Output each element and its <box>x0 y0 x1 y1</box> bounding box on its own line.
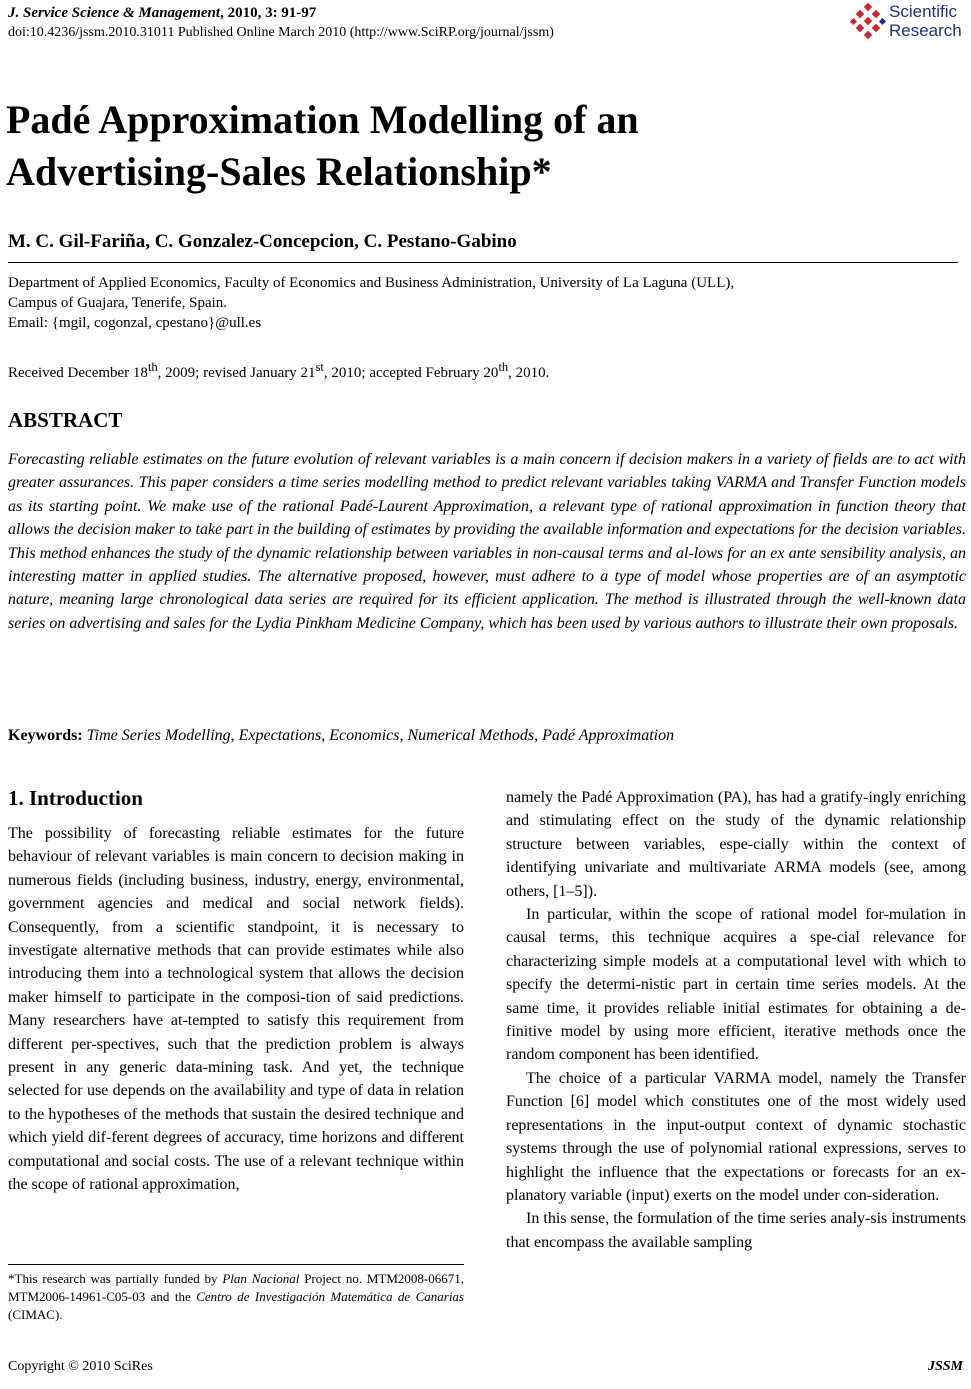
funding-footnote <box>8 1270 464 1324</box>
keywords-separator: : <box>77 727 87 744</box>
footnote-text-1: *This research was partially funded by <box>8 1271 223 1286</box>
right-column <box>506 786 966 1254</box>
paper-title <box>6 94 906 198</box>
intro-paragraph-3: In particular, within the scope of rational model for-mulation in causal terms, this technique acquires a spe-cial relevance for characterizing simple models at a computational level with which to specify the determi-nistic part in certain time series models. At the same time, it provides reliable initial estimates for obtaining a de-finitive model by using more efficient, iterative methods once the random component has been identified. <box>506 906 966 1064</box>
publisher-logo <box>847 2 965 44</box>
accepted-sup: th <box>498 360 509 374</box>
journal-citation <box>8 4 316 23</box>
affiliation-email: Email: {mgil, cogonzal, cpestano}@ull.es <box>8 315 262 331</box>
journal-abbrev: JSSM <box>927 1359 963 1374</box>
publisher-logo-icon <box>847 2 887 42</box>
intro-paragraph-1: The possibility of forecasting reliable estimates for the future behaviour of relevant variables is main concern to decision making in numerous fields (including business, industry, energy, environmental, government agencies and medical and social network fields). Consequently, from a scientific standpoint, it is necessary to investigate alternative methods that can provide estimates while also introducing them into a technological system that allows the decision maker himself to participate in the composi-tion of said predictions. Many researchers have at-tempted to satisfy this requirement from different per-spectives, such that the prediction problem is always present in any generic data-mining task. And yet, the technique selected for use depends on the availability and type of data in relation to the hypotheses of the methods that sustain the desired technique and which yield dif-ferent degrees of accuracy, time horizons and different computational and social costs. The use of a relevant technique within the scope of rational approximation, <box>8 825 464 1194</box>
keywords <box>8 725 966 747</box>
received-sup: th <box>147 360 158 374</box>
doi-line: doi:10.4236/jssm.2010.31011 Published Online March 2010 (http://www.SciRP.org/journal/jssm) <box>8 25 554 40</box>
title-line-2: Advertising-Sales Relationship* <box>6 149 552 194</box>
accepted-text: , 2010; accepted February 20 <box>323 365 499 381</box>
left-column <box>8 822 464 1197</box>
footnote-text-2: Project no. MTM2008-06671, MTM2006-14961-C05-03 and the <box>8 1271 465 1304</box>
logo-line-2: Research <box>889 21 962 40</box>
footnote-divider <box>8 1264 464 1265</box>
affiliation <box>8 273 734 333</box>
journal-name: J. Service Science & Management <box>8 5 221 21</box>
keywords-list: Time Series Modelling, Expectations, Economics, Numerical Methods, Padé Approximation <box>86 727 675 744</box>
abstract-heading: ABSTRACT <box>8 408 123 432</box>
received-dates <box>8 356 549 384</box>
revised-text: , 2009; revised January 21 <box>157 365 316 381</box>
title-line-1: Padé Approximation Modelling of an <box>6 97 639 142</box>
section-heading-introduction: 1. Introduction <box>8 786 143 810</box>
footnote-cimac-name: Centro de Investigación Matemática de Canarias <box>196 1289 464 1304</box>
copyright: Copyright © 2010 SciRes <box>8 1359 153 1374</box>
authors: M. C. Gil-Fariña, C. Gonzalez-Concepcion, C. Pestano-Gabino <box>8 231 517 252</box>
received-text: Received December 18 <box>8 365 148 381</box>
abstract-text: Forecasting reliable estimates on the future evolution of relevant variables is a main concern if decision makers in a variety of fields are to act with greater assurances. This paper considers a time series modelling method to predict relevant variables taking VARMA and Transfer Function models as its starting point. We make use of the rational Padé-Laurent Approximation, a relevant type of rational approximation in function theory that allows the decision maker to take part in the building of estimates by providing the available information and expectations for the decision variables. This method enhances the study of the dynamic relationship between variables in non-causal terms and al-lows for an ex ante sensibility analysis, an interesting matter in applied studies. The alternative proposed, however, must adhere to a type of model whose properties are of an asymptotic nature, meaning large chronological data series are required for its efficient application. The method is illustrated through the well-known data series on advertising and sales for the Lydia Pinkham Medicine Company, which has been used by various authors to illustrate their own proposals. <box>8 451 966 632</box>
accepted-year: , 2010. <box>508 365 550 381</box>
publisher-logo-text <box>889 2 962 40</box>
logo-line-1: Scientific <box>889 2 958 21</box>
footnote-text-3: (CIMAC). <box>8 1307 63 1322</box>
intro-paragraph-5: In this sense, the formulation of the time series analy-sis instruments that encompass the available sampling <box>506 1210 966 1251</box>
intro-paragraph-4: The choice of a particular VARMA model, namely the Transfer Function [6] model which constitutes one of the most widely used representations in the input-output context of dynamic stochastic systems through the use of polynomial rational expressions, serves to highlight the influence that the expectations or forecasts for an ex-planatory variable (input) exerts on the model under con-sideration. <box>506 1069 966 1204</box>
affiliation-line-1: Department of Applied Economics, Faculty of Economics and Business Administration, University of La Laguna (ULL), <box>8 275 735 291</box>
revised-sup: st <box>315 360 324 374</box>
intro-paragraph-2: namely the Padé Approximation (PA), has had a gratify-ingly enriching and stimulating effect on the study of the dynamic relationship structure between variables, espe-cially within the context of identifying univariate and multivariate ARMA models (see, among others, [1–5]). <box>506 789 966 900</box>
footnote-plan-nacional: Plan Nacional <box>222 1271 300 1286</box>
affiliation-line-2: Campus of Guajara, Tenerife, Spain. <box>8 295 228 311</box>
keywords-label: Keywords <box>8 727 78 744</box>
journal-issue: , 2010, 3: 91-97 <box>220 5 317 21</box>
author-divider <box>8 262 958 263</box>
